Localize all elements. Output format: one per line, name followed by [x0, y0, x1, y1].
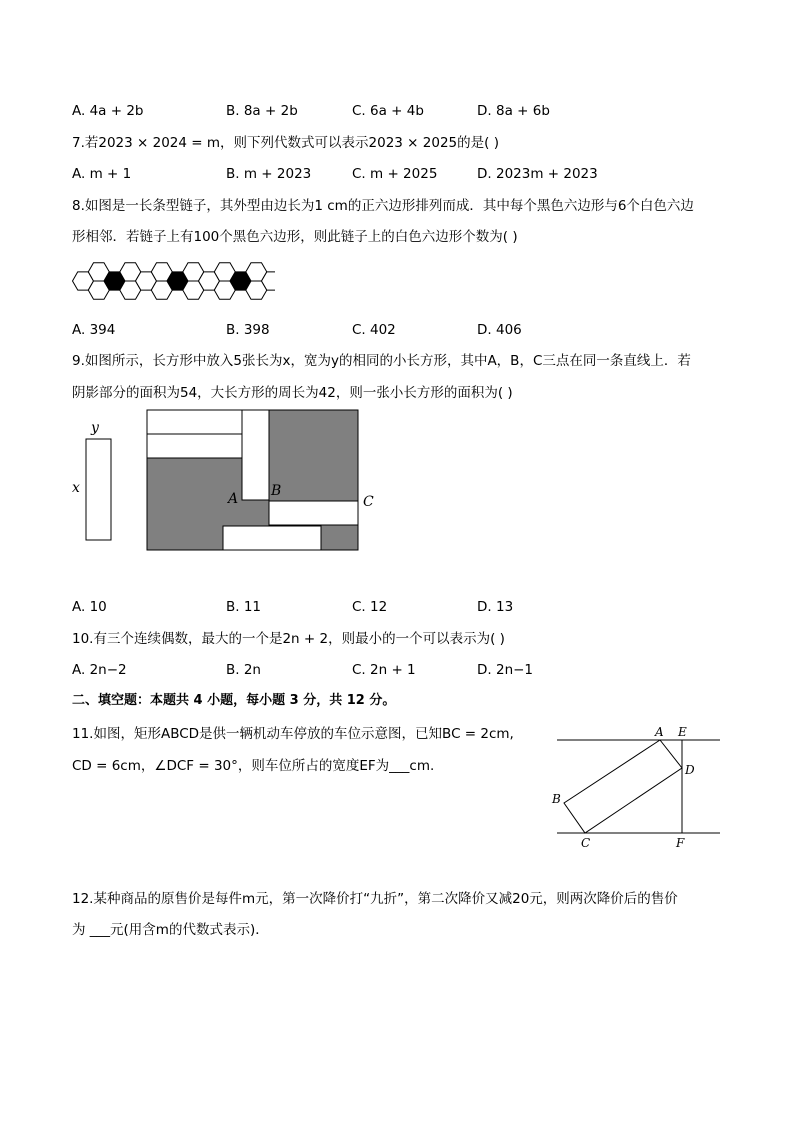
- q11-stem-line1: 11.如图，矩形ABCD是供一辆机动车停放的车位示意图，已知BC = 2cm,: [72, 726, 514, 742]
- q9-options: [72, 597, 712, 617]
- q6-option-d[interactable]: D. 8a + 6b: [477, 103, 550, 119]
- q9-stem-line1: 9.如图所示，长方形中放入5张长为x，宽为y的相同的小长方形，其中A，B，C三点在同一条直线上．若: [72, 353, 691, 369]
- small-rect-2: [147, 434, 242, 458]
- small-rectangle: [86, 439, 111, 540]
- q7-option-b[interactable]: B. m + 2023: [226, 166, 312, 182]
- q6-options: [72, 101, 712, 121]
- label-b: B: [552, 792, 561, 806]
- label-d: D: [685, 763, 695, 777]
- q9-option-c[interactable]: C. 12: [352, 599, 388, 615]
- label-c: C: [581, 836, 591, 850]
- rectangle-abcd: [564, 740, 682, 833]
- small-rect-1: [147, 410, 242, 434]
- q9-option-d[interactable]: D. 13: [477, 599, 514, 615]
- label-a: A: [228, 491, 239, 507]
- section2-heading: 二、填空题：本题共 4 小题，每小题 3 分，共 12 分。: [72, 693, 396, 708]
- label-c: C: [363, 494, 374, 510]
- q6-option-a[interactable]: A. 4a + 2b: [72, 103, 144, 119]
- q9-option-a[interactable]: A. 10: [72, 599, 107, 615]
- q8-stem-line2: 形相邻．若链子上有100个黑色六边形，则此链子上的白色六边形个数为( ): [72, 229, 518, 245]
- q8-option-c[interactable]: C. 402: [352, 322, 396, 338]
- small-rect-4: [269, 501, 358, 525]
- q10-option-a[interactable]: A. 2n−2: [72, 662, 127, 678]
- label-x: x: [72, 480, 80, 496]
- q10-option-d[interactable]: D. 2n−1: [477, 662, 534, 678]
- q7-option-c[interactable]: C. m + 2025: [352, 166, 438, 182]
- label-a: A: [655, 725, 664, 739]
- q8-option-d[interactable]: D. 406: [477, 322, 522, 338]
- label-e: E: [678, 725, 687, 739]
- q7-stem: 7.若2023 × 2024 = m，则下列代数式可以表示2023 × 2025的是( ): [72, 135, 499, 151]
- rectangles-figure: [60, 405, 390, 560]
- q12-stem-line2: 为 ___元(用含m的代数式表示)．: [72, 922, 269, 938]
- q8-option-b[interactable]: B. 398: [226, 322, 270, 338]
- q9-stem-line2: 阴影部分的面积为54，大长方形的周长为42，则一张小长方形的面积为( ): [72, 385, 513, 401]
- parking-space-figure: [548, 720, 724, 855]
- small-rect-3: [242, 410, 269, 500]
- q10-option-c[interactable]: C. 2n + 1: [352, 662, 416, 678]
- q8-stem-line1: 8.如图是一长条型链子，其外型由边长为1 cm的正六边形排列而成．其中每个黑色六边形与6个白色六边: [72, 198, 694, 214]
- label-b: B: [271, 483, 282, 499]
- q12-stem-line1: 12.某种商品的原售价是每件m元，第一次降价打“九折”，第二次降价又减20元，则两次降价后的售价: [72, 891, 678, 907]
- q8-options: [72, 320, 712, 340]
- q11-stem-line2: CD = 6cm，∠DCF = 30°，则车位所占的宽度EF为___cm.: [72, 758, 435, 774]
- small-rect-5: [223, 526, 321, 550]
- label-y: y: [91, 420, 99, 436]
- q7-options: [72, 164, 712, 184]
- q10-option-b[interactable]: B. 2n: [226, 662, 261, 678]
- hexagon-chain-figure: [70, 256, 275, 306]
- q8-option-a[interactable]: A. 394: [72, 322, 116, 338]
- q10-options: [72, 660, 712, 680]
- q6-option-b[interactable]: B. 8a + 2b: [226, 103, 298, 119]
- q9-option-b[interactable]: B. 11: [226, 599, 262, 615]
- q7-option-d[interactable]: D. 2023m + 2023: [477, 166, 598, 182]
- q7-option-a[interactable]: A. m + 1: [72, 166, 132, 182]
- q10-stem: 10.有三个连续偶数，最大的一个是2n + 2，则最小的一个可以表示为( ): [72, 631, 505, 647]
- label-f: F: [676, 836, 685, 850]
- q6-option-c[interactable]: C. 6a + 4b: [352, 103, 424, 119]
